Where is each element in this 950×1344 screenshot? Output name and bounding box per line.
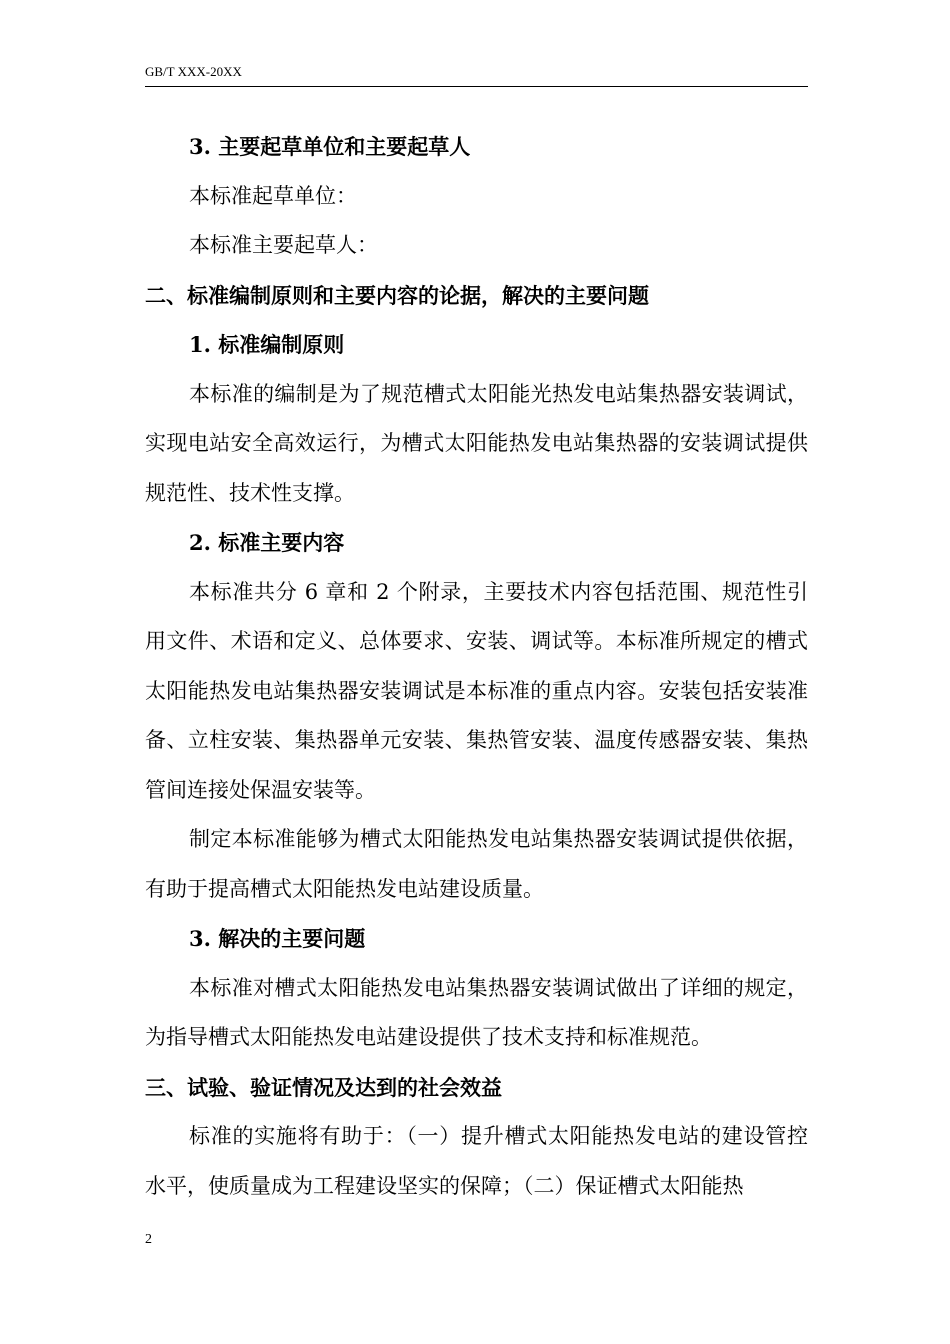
heading-drafters: 3. 主要起草单位和主要起草人 xyxy=(189,134,471,159)
header-rule xyxy=(145,86,808,87)
heading-problems: 3. 解决的主要问题 xyxy=(189,926,366,951)
paragraph-contents-2: 制定本标准能够为槽式太阳能热发电站集热器安装调试提供依据，有助于提高槽式太阳能热发电站建设质量。 xyxy=(145,827,808,901)
heading-principles: 1. 标准编制原则 xyxy=(189,332,345,357)
paragraph-main-drafters: 本标准主要起草人： xyxy=(189,233,378,257)
section-heading-principles: 二、标准编制原则和主要内容的论据，解决的主要问题 xyxy=(145,282,649,308)
paragraph-drafting-unit: 本标准起草单位： xyxy=(189,183,357,208)
heading-contents: 2. 标准主要内容 xyxy=(189,530,345,555)
section-heading-verification: 三、试验、验证情况及达到的社会效益 xyxy=(145,1074,502,1100)
page-number: 2 xyxy=(145,1232,152,1247)
paragraph-problems: 本标准对槽式太阳能热发电站集热器安装调试做出了详细的规定，为指导槽式太阳能热发电站建设提供了技术支持和标准规范。 xyxy=(145,975,808,1049)
document-header-code: GB/T XXX-20XX xyxy=(145,64,242,79)
paragraph-principles: 本标准的编制是为了规范槽式太阳能光热发电站集热器安装调试，实现电站安全高效运行，为槽式太阳能热发电站集热器的安装调试提供规范性、技术性支撑。 xyxy=(145,381,808,505)
paragraph-contents-1: 本标准共分 6 章和 2 个附录，主要技术内容包括范围、规范性引用文件、术语和定义、总体要求、安装、调试等。本标准所规定的槽式太阳能热发电站集热器安装调试是本标准的重点内容。安装包括安装准备、立柱安装、集热器单元安装、集热管安装、温度传感器安装、集热管间连接处保温安装等。 xyxy=(145,579,808,802)
paragraph-verification: 标准的实施将有助于：（一）提升槽式太阳能热发电站的建设管控水平，使质量成为工程建设坚实的保障；（二）保证槽式太阳能热 xyxy=(145,1124,808,1198)
document-body xyxy=(145,122,808,1211)
